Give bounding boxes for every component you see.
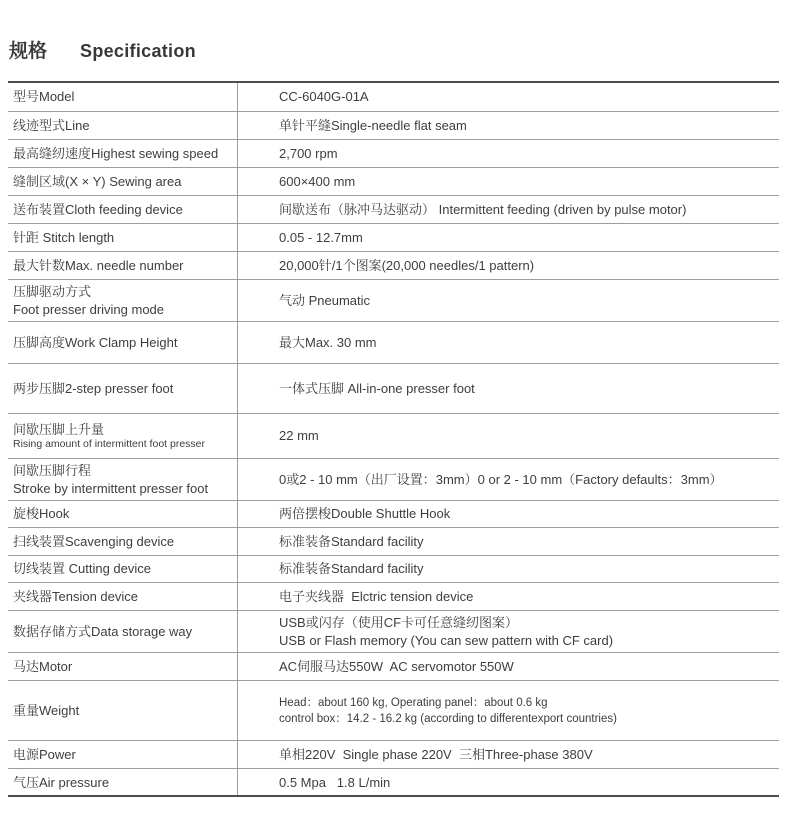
spec-row [8, 224, 779, 252]
spec-value-line: USB或闪存（使用CF卡可任意缝纫图案） [279, 615, 519, 631]
spec-label-cell [8, 611, 238, 652]
spec-value-line: 标准装备Standard facility [279, 533, 424, 549]
spec-table [8, 81, 779, 797]
spec-label-cell [8, 459, 238, 500]
spec-value-cell [238, 414, 779, 458]
spec-label-line: 切线装置 Cutting device [13, 561, 151, 577]
spec-row [8, 681, 779, 741]
spec-value-line: 间歇送布（脉冲马达驱动） Intermittent feeding (driven by pulse motor) [279, 201, 687, 217]
spec-label-line: 线迹型式Line [13, 117, 90, 133]
spec-row [8, 83, 779, 112]
spec-row [8, 322, 779, 364]
spec-value-line: 600×400 mm [279, 173, 356, 189]
spec-value-cell [238, 583, 779, 610]
spec-value-cell [238, 196, 779, 223]
spec-value-line: 0.5 Mpa 1.8 L/min [279, 774, 391, 790]
spec-row [8, 653, 779, 681]
spec-label-line: 气压Air pressure [13, 774, 110, 790]
spec-label-line: Foot presser driving mode [13, 301, 165, 317]
spec-label-line: 马达Motor [13, 659, 73, 674]
spec-row [8, 196, 779, 224]
spec-label-cell [8, 414, 238, 458]
spec-row [8, 364, 779, 414]
spec-row [8, 556, 779, 583]
spec-value-line: 电子夹线器 Elctric tension device [279, 588, 474, 604]
spec-label-cell [8, 140, 238, 167]
spec-label-line: Stroke by intermittent presser foot [13, 480, 209, 496]
spec-row [8, 168, 779, 196]
spec-value-line: AC伺服马达550W AC servomotor 550W [279, 659, 514, 674]
spec-label-line: 压脚驱动方式 [13, 284, 92, 299]
spec-row [8, 280, 779, 322]
spec-value-cell [238, 653, 779, 680]
spec-label-line: 两步压脚2-step presser foot [13, 380, 174, 396]
spec-value-cell [238, 364, 779, 413]
spec-label-cell [8, 252, 238, 279]
page-title-en: Specification [80, 41, 196, 61]
spec-value-line: CC-6040G-01A [279, 89, 369, 105]
spec-value-line: 气动 Pneumatic [279, 292, 371, 308]
spec-value-cell [238, 501, 779, 527]
spec-value-cell [238, 459, 779, 500]
spec-value-line: 单针平缝Single-needle flat seam [279, 117, 467, 133]
spec-value-line: 20,000针/1个图案(20,000 needles/1 pattern) [279, 257, 535, 273]
page-title-zh: 规格 [9, 41, 48, 62]
spec-row [8, 140, 779, 168]
spec-label-cell [8, 528, 238, 555]
spec-value-cell [238, 112, 779, 139]
spec-value-cell [238, 280, 779, 321]
spec-row [8, 459, 779, 501]
spec-value-cell [238, 769, 779, 795]
spec-label-line: 间歇压脚上升量 [13, 421, 105, 437]
spec-label-cell [8, 224, 238, 251]
spec-value-line: 两倍摆梭Double Shuttle Hook [279, 506, 451, 522]
spec-row [8, 501, 779, 528]
spec-value-cell [238, 140, 779, 167]
spec-label-line: 夹线器Tension device [13, 588, 138, 604]
spec-label-line: Rising amount of intermittent foot presser [13, 438, 206, 451]
spec-value-line: 0或2 - 10 mm（出厂设置：3mm）0 or 2 - 10 mm（Factory defaults：3mm） [279, 471, 723, 487]
spec-label-cell [8, 322, 238, 363]
spec-value-cell [238, 556, 779, 582]
spec-row [8, 741, 779, 769]
spec-label-line: 数据存储方式Data storage way [13, 623, 193, 639]
spec-value-cell [238, 681, 779, 740]
spec-value-line: 一体式压脚 All-in-one presser foot [279, 380, 475, 396]
spec-row [8, 252, 779, 280]
spec-value-line: control box：14.2 - 16.2 kg (according to differentexport countries) [279, 712, 617, 725]
spec-label-cell [8, 769, 238, 795]
spec-row [8, 611, 779, 653]
spec-value-cell [238, 168, 779, 195]
spec-label-cell [8, 280, 238, 321]
spec-value-cell [238, 611, 779, 652]
spec-row [8, 414, 779, 459]
spec-label-cell [8, 364, 238, 413]
spec-value-line: 0.05 - 12.7mm [279, 229, 363, 245]
spec-value-cell [238, 528, 779, 555]
spec-value-line: Head：about 160 kg, Operating panel：about 0.6 kg [279, 696, 548, 709]
spec-row [8, 112, 779, 140]
spec-label-line: 旋梭Hook [13, 506, 70, 522]
spec-label-cell [8, 583, 238, 610]
spec-label-line: 电源Power [13, 747, 76, 762]
spec-label-line: 送布装置Cloth feeding device [13, 201, 183, 217]
spec-label-line: 最高缝纫速度Highest sewing speed [13, 145, 219, 161]
spec-value-cell [238, 224, 779, 251]
spec-label-cell [8, 556, 238, 582]
spec-value-line: 单相220V Single phase 220V 三相Three-phase 380V [279, 747, 593, 762]
spec-label-cell [8, 168, 238, 195]
spec-value-cell [238, 83, 779, 111]
spec-label-cell [8, 112, 238, 139]
spec-label-line: 压脚高度Work Clamp Height [13, 334, 178, 350]
spec-value-cell [238, 322, 779, 363]
page-title [0, 0, 790, 62]
spec-value-line: 22 mm [279, 428, 319, 444]
spec-row [8, 528, 779, 556]
spec-value-line: 标准装备Standard facility [279, 561, 424, 577]
spec-label-cell [8, 83, 238, 111]
spec-row [8, 769, 779, 795]
spec-label-line: 型号Model [13, 89, 75, 105]
spec-value-line: 2,700 rpm [279, 145, 338, 161]
spec-label-cell [8, 741, 238, 768]
spec-value-cell [238, 741, 779, 768]
spec-value-line: USB or Flash memory (You can sew pattern with CF card) [279, 632, 614, 648]
spec-label-line: 最大针数Max. needle number [13, 257, 184, 273]
spec-label-cell [8, 681, 238, 740]
spec-row [8, 583, 779, 611]
spec-label-line: 针距 Stitch length [13, 229, 115, 245]
spec-label-line: 扫线装置Scavenging device [13, 533, 175, 549]
spec-value-cell [238, 252, 779, 279]
spec-label-cell [8, 196, 238, 223]
spec-value-line: 最大Max. 30 mm [279, 334, 377, 350]
spec-label-line: 重量Weight [13, 703, 80, 718]
spec-label-cell [8, 501, 238, 527]
spec-label-line: 缝制区域(X × Y) Sewing area [13, 173, 182, 189]
spec-label-line: 间歇压脚行程 [13, 463, 92, 479]
spec-label-cell [8, 653, 238, 680]
